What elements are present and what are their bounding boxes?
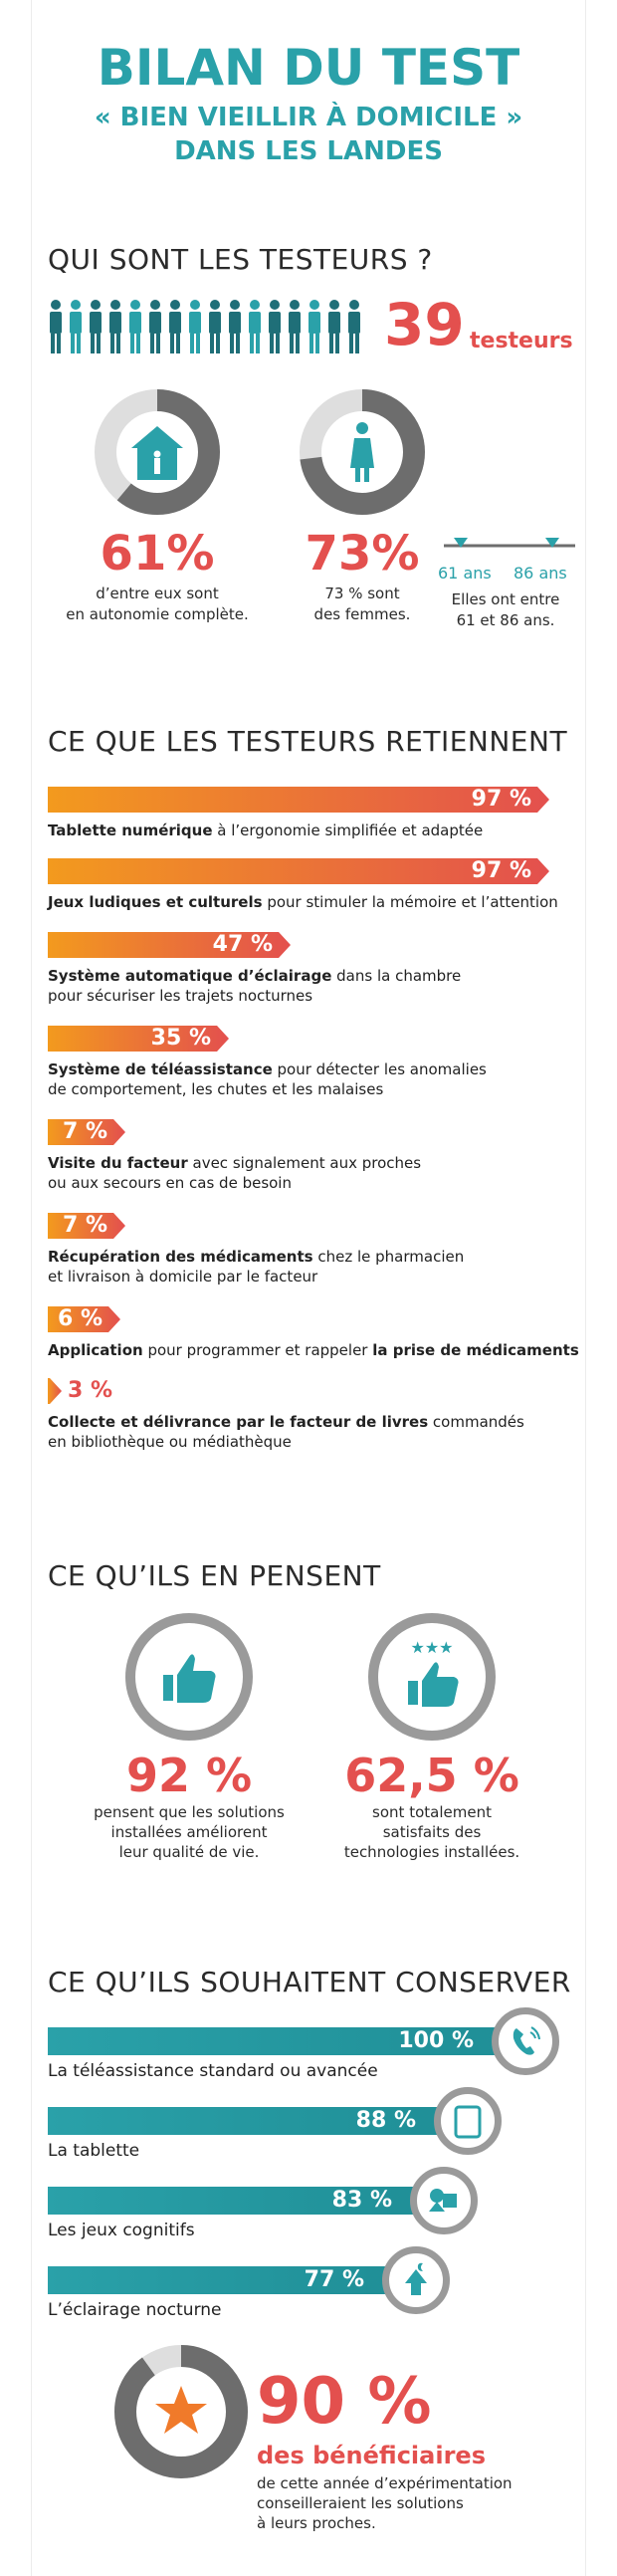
thumbs-up-icon — [135, 1623, 243, 1731]
retain-item-name: Visite du facteur — [48, 1154, 188, 1172]
keep-item-label: La téléassistance standard ou avancée — [48, 2061, 378, 2081]
keep-icon-badge — [434, 2087, 502, 2155]
thumbs-up-badge — [125, 1613, 253, 1741]
house-icon — [131, 426, 183, 480]
person-icon — [70, 300, 82, 353]
person-icon — [129, 300, 141, 353]
satisfied-text — [312, 1802, 551, 1862]
retain-item-name: Système automatique d’éclairage — [48, 967, 332, 985]
quality-percent: 92 % — [125, 1749, 253, 1802]
women-donut — [297, 386, 428, 518]
quality-text — [70, 1802, 308, 1862]
retain-description — [48, 892, 558, 912]
retain-description-line1 — [48, 820, 483, 840]
person-icon — [229, 300, 241, 353]
main-title: BILAN DU TEST — [97, 39, 520, 97]
person-icon — [90, 300, 102, 353]
retain-item-name-2: la prise de médicaments — [372, 1341, 579, 1359]
thumbs-up-stars-icon — [378, 1623, 486, 1731]
keep-item-label: La tablette — [48, 2141, 140, 2161]
person-icon — [249, 300, 261, 353]
age-range-scale — [442, 530, 581, 564]
night-light-icon — [389, 2253, 443, 2307]
retain-description-line2: de comportement, les chutes et les malaises — [48, 1080, 384, 1098]
retain-description — [48, 1059, 487, 1099]
recommend-percent: 90 % — [257, 2365, 432, 2439]
section-title-who: QUI SONT LES TESTEURS ? — [48, 243, 433, 276]
recommend-text-line2: conseilleraient les solutions — [257, 2494, 464, 2512]
women-text-line1: 73 % sont — [324, 585, 400, 602]
retain-description-line2: en bibliothèque ou médiathèque — [48, 1433, 292, 1451]
person-icon — [328, 300, 340, 353]
retain-description — [48, 1153, 421, 1193]
autonomy-donut — [92, 386, 223, 518]
age-max: 86 ans — [514, 564, 567, 583]
retain-bar-value: 35 % — [150, 1026, 211, 1051]
retain-bar-value: 3 % — [68, 1378, 113, 1403]
retain-item-name: Système de téléassistance — [48, 1060, 273, 1078]
keep-icon-badge — [492, 2007, 559, 2075]
retain-bar-value: 47 % — [212, 932, 273, 957]
autonomy-text-line1: d’entre eux sont — [96, 585, 219, 602]
retain-item-detail: chez le pharmacien — [312, 1248, 465, 1266]
retain-bar-value: 97 % — [471, 787, 531, 812]
retain-description — [48, 1340, 579, 1360]
retain-description — [48, 820, 483, 840]
retain-item-detail: commandés — [428, 1413, 524, 1431]
retain-description-line2: ou aux secours en cas de besoin — [48, 1174, 292, 1192]
recommend-headline: des bénéficiaires — [257, 2442, 486, 2469]
recommend-text-line1: de cette année d’expérimentation — [257, 2474, 513, 2492]
satisfied-text-line3: technologies installées. — [343, 1843, 520, 1861]
retain-item-name: Récupération des médicaments — [48, 1248, 313, 1266]
tester-count: 39 — [384, 291, 465, 358]
retain-description-line1 — [48, 1412, 524, 1432]
retain-bar-value: 7 % — [62, 1119, 107, 1144]
age-text-line2: 61 et 86 ans. — [456, 611, 555, 629]
retain-description-line1 — [48, 1153, 421, 1173]
svg-text:★★★: ★★★ — [410, 1638, 454, 1657]
retain-description — [48, 1412, 524, 1452]
retain-bar-value: 97 % — [471, 858, 531, 883]
quality-text-line3: leur qualité de vie. — [118, 1843, 260, 1861]
person-icon — [209, 300, 221, 353]
satisfied-percent: 62,5 % — [344, 1749, 519, 1802]
people-icons — [46, 299, 374, 356]
retain-item-detail: pour stimuler la mémoire et l’attention — [262, 893, 558, 911]
recommend-text-line3: à leurs proches. — [257, 2514, 376, 2532]
age-text — [438, 589, 573, 631]
quality-text-line1: pensent que les solutions — [94, 1803, 285, 1821]
autonomy-percent: 61% — [100, 526, 215, 582]
keep-icon-badge — [410, 2167, 478, 2234]
phone-icon — [499, 2014, 552, 2068]
retain-item-detail: à l’ergonomie simplifiée et adaptée — [212, 821, 484, 839]
retain-item-detail: avec signalement aux proches — [187, 1154, 422, 1172]
keep-icon-badge — [382, 2246, 450, 2314]
retain-item-detail: dans la chambre — [331, 967, 462, 985]
retain-description-line1 — [48, 892, 558, 912]
person-icon — [50, 300, 62, 353]
subtitle-line-1: « BIEN VIEILLIR À DOMICILE » — [94, 103, 523, 132]
age-min: 61 ans — [438, 564, 492, 583]
quality-text-line2: installées améliorent — [110, 1823, 268, 1841]
keep-bar-value: 100 % — [398, 2028, 474, 2053]
satisfied-text-line1: sont totalement — [372, 1803, 492, 1821]
section-title-opinion: CE QU’ILS EN PENSENT — [48, 1559, 381, 1592]
section-title-keep: CE QU’ILS SOUHAITENT CONSERVER — [48, 1966, 571, 1998]
tester-count-label: testeurs — [470, 329, 573, 353]
retain-description-line2: pour sécuriser les trajets nocturnes — [48, 987, 313, 1005]
person-icon — [189, 300, 201, 353]
recommend-text — [257, 2473, 513, 2533]
retain-item-name: Jeux ludiques et culturels — [48, 893, 263, 911]
women-text — [263, 584, 462, 625]
person-icon — [289, 300, 301, 353]
person-icon — [169, 300, 181, 353]
retain-item-name: Collecte et délivrance par le facteur de livres — [48, 1413, 429, 1431]
recommend-donut — [111, 2342, 251, 2481]
retain-description-line1 — [48, 1340, 579, 1360]
retain-description — [48, 1247, 464, 1287]
retain-description-line1 — [48, 1059, 487, 1079]
person-icon — [149, 300, 161, 353]
women-text-line2: des femmes. — [313, 605, 411, 623]
autonomy-text — [40, 584, 275, 625]
woman-icon — [350, 422, 374, 482]
satisfied-text-line2: satisfaits des — [382, 1823, 482, 1841]
retain-item-detail: pour détecter les anomalies — [272, 1060, 487, 1078]
retain-description — [48, 966, 461, 1006]
retain-item-name: Tablette numérique — [48, 821, 213, 839]
section-title-retain: CE QUE LES TESTEURS RETIENNENT — [48, 725, 568, 758]
women-percent: 73% — [305, 526, 420, 582]
satisfied-badge — [368, 1613, 496, 1741]
keep-bar-value: 77 % — [304, 2267, 364, 2292]
keep-bar-value: 83 % — [331, 2188, 392, 2213]
person-icon — [308, 300, 320, 353]
retain-bar-value: 7 % — [62, 1213, 107, 1238]
retain-description-line2: et livraison à domicile par le facteur — [48, 1268, 318, 1286]
game-icon — [417, 2174, 471, 2227]
person-icon — [109, 300, 121, 353]
retain-bar-value: 6 % — [57, 1306, 103, 1331]
keep-item-label: Les jeux cognitifs — [48, 2221, 195, 2240]
keep-bar-value: 88 % — [355, 2108, 416, 2133]
keep-item-label: L’éclairage nocturne — [48, 2300, 222, 2320]
retain-description-line1 — [48, 966, 461, 986]
subtitle-line-2: DANS LES LANDES — [174, 136, 443, 166]
retain-description-line1 — [48, 1247, 464, 1267]
retain-item-name: Application — [48, 1341, 143, 1359]
star-icon — [155, 2386, 207, 2434]
autonomy-text-line2: en autonomie complète. — [66, 605, 249, 623]
tablet-icon — [441, 2094, 495, 2148]
retain-item-detail: pour programmer et rappeler — [142, 1341, 373, 1359]
person-icon — [348, 300, 360, 353]
person-icon — [269, 300, 281, 353]
age-text-line1: Elles ont entre — [451, 590, 560, 608]
